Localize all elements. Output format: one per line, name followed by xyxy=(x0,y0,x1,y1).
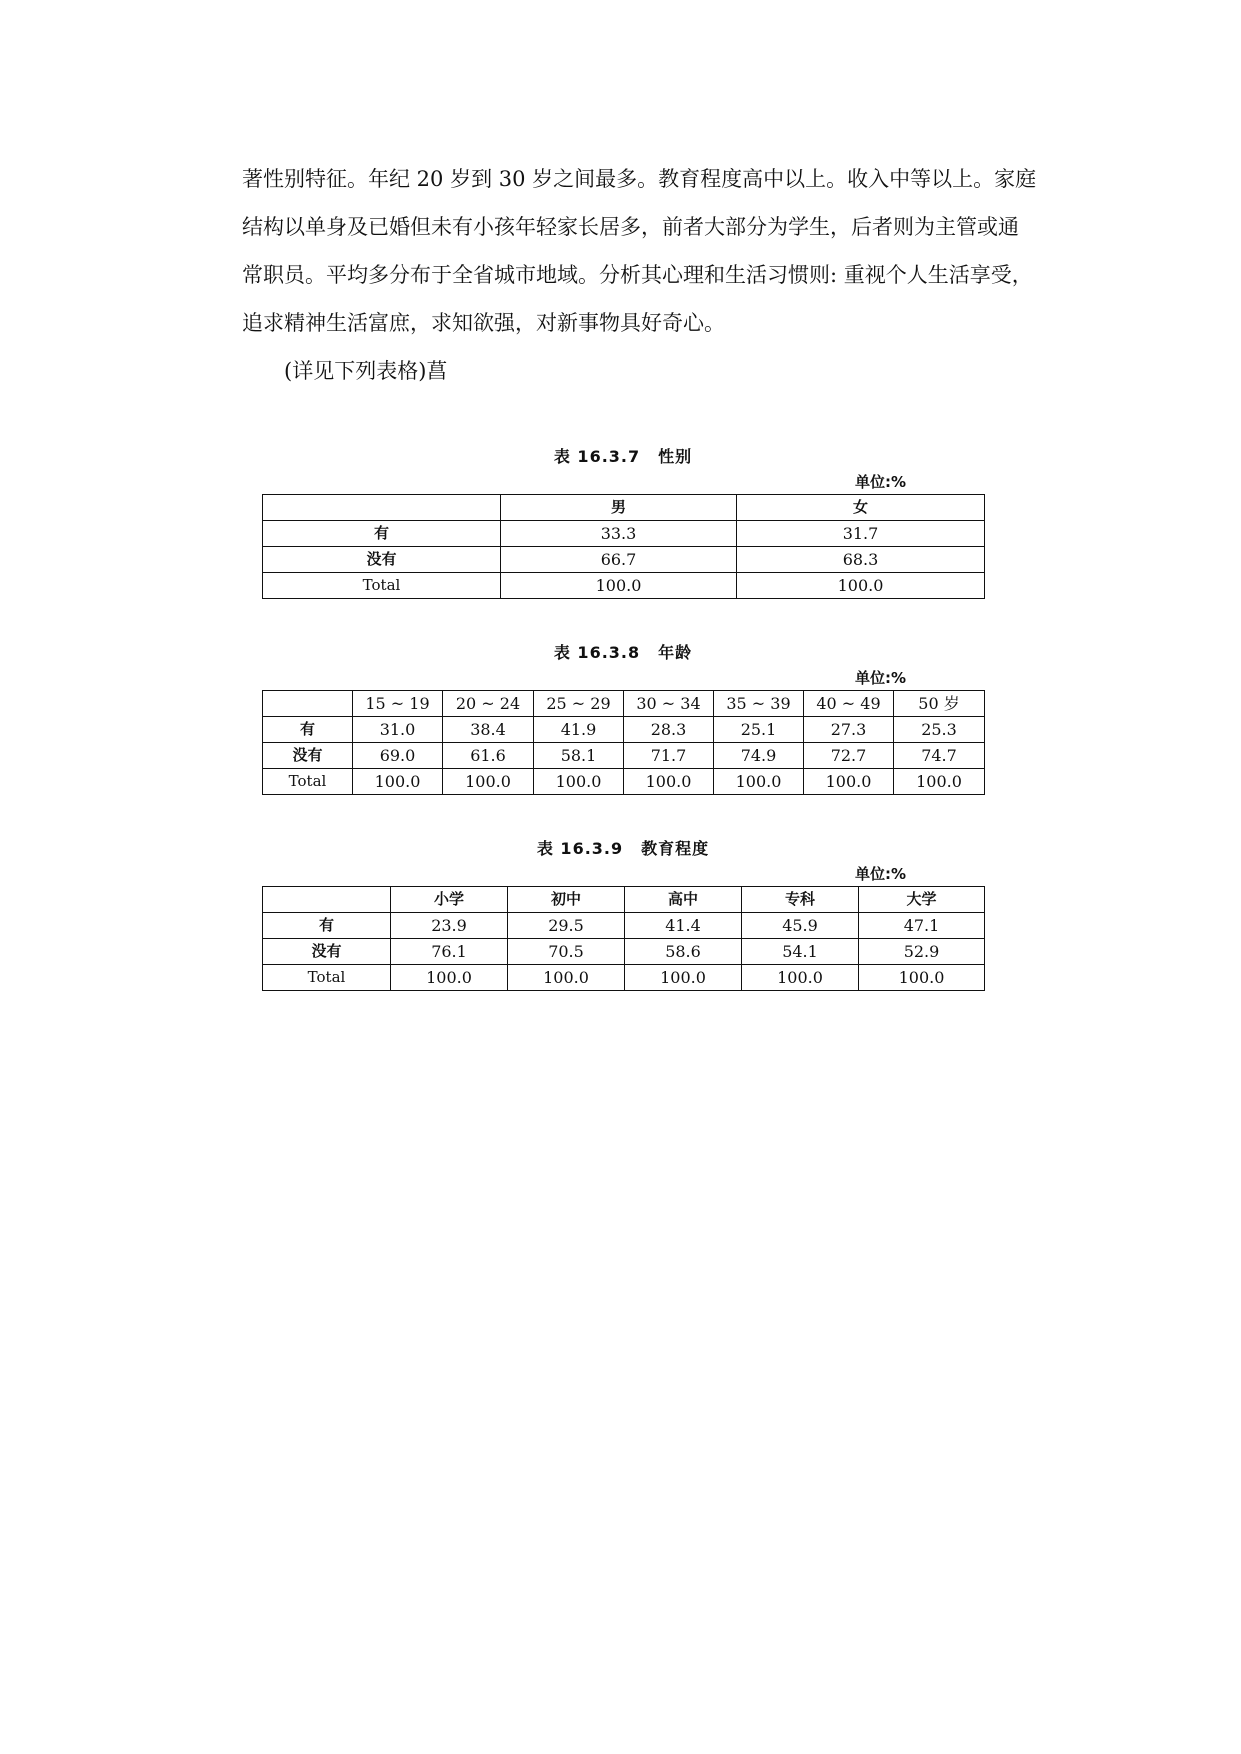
table-header-row xyxy=(263,495,985,521)
row-label: 没有 xyxy=(263,939,391,965)
table-number: 表 16.3.9 xyxy=(536,839,624,858)
table-row xyxy=(263,743,985,769)
table-title xyxy=(262,836,984,862)
table-number: 表 16.3.7 xyxy=(553,447,641,466)
table-cell: 27.3 xyxy=(804,717,894,743)
table-cell: 76.1 xyxy=(391,939,508,965)
table-cell: 100.0 xyxy=(625,965,742,991)
column-header: 男 xyxy=(501,495,737,521)
table-cell: 58.6 xyxy=(625,939,742,965)
row-label: 有 xyxy=(263,521,501,547)
table-cell: 100.0 xyxy=(804,769,894,795)
row-label: 有 xyxy=(263,913,391,939)
table-cell: 100.0 xyxy=(353,769,443,795)
column-header: 女 xyxy=(737,495,985,521)
column-header: 大学 xyxy=(859,887,985,913)
table-cell: 72.7 xyxy=(804,743,894,769)
table-cell: 38.4 xyxy=(443,717,534,743)
table-cell: 61.6 xyxy=(443,743,534,769)
paragraph-line: 著性别特征。年纪 20 岁到 30 岁之间最多。教育程度高中以上。收入中等以上。家庭 xyxy=(242,167,1037,191)
column-header: 40 ~ 49 xyxy=(804,691,894,717)
table-name: 性别 xyxy=(658,447,693,466)
table-name: 年龄 xyxy=(658,643,693,662)
table-row xyxy=(263,521,985,547)
table-cell: 100.0 xyxy=(737,573,985,599)
table-cell: 45.9 xyxy=(742,913,859,939)
table-row xyxy=(263,939,985,965)
gender-table xyxy=(262,494,985,599)
table-row xyxy=(263,913,985,939)
table-cell: 31.7 xyxy=(737,521,985,547)
table-cell: 100.0 xyxy=(534,769,624,795)
table-cell: 71.7 xyxy=(624,743,714,769)
table-cell: 100.0 xyxy=(859,965,985,991)
table-row xyxy=(263,573,985,599)
table-row xyxy=(263,965,985,991)
corner-cell xyxy=(263,691,353,717)
table-cell: 70.5 xyxy=(508,939,625,965)
table-cell: 23.9 xyxy=(391,913,508,939)
column-header: 30 ~ 34 xyxy=(624,691,714,717)
table-row xyxy=(263,769,985,795)
table-unit: 单位:% xyxy=(854,669,906,687)
age-table xyxy=(262,690,985,795)
table-cell: 41.4 xyxy=(625,913,742,939)
table-cell: 100.0 xyxy=(443,769,534,795)
column-header: 25 ~ 29 xyxy=(534,691,624,717)
row-label: 有 xyxy=(263,717,353,743)
row-label: 没有 xyxy=(263,743,353,769)
column-header: 20 ~ 24 xyxy=(443,691,534,717)
table-cell: 100.0 xyxy=(501,573,737,599)
table-block-age xyxy=(262,640,984,795)
column-header: 50 岁 xyxy=(894,691,985,717)
table-title xyxy=(262,444,984,470)
row-label: Total xyxy=(263,965,391,991)
table-block-education xyxy=(262,836,984,991)
table-header-row xyxy=(263,691,985,717)
table-name: 教育程度 xyxy=(641,839,710,858)
table-unit: 单位:% xyxy=(854,473,906,491)
column-header: 小学 xyxy=(391,887,508,913)
table-cell: 58.1 xyxy=(534,743,624,769)
table-cell: 54.1 xyxy=(742,939,859,965)
table-cell: 25.1 xyxy=(714,717,804,743)
table-cell: 68.3 xyxy=(737,547,985,573)
table-cell: 74.7 xyxy=(894,743,985,769)
table-cell: 29.5 xyxy=(508,913,625,939)
row-label: Total xyxy=(263,573,501,599)
table-cell: 66.7 xyxy=(501,547,737,573)
table-cell: 41.9 xyxy=(534,717,624,743)
paragraph-line: 追求精神生活富庶，求知欲强，对新事物具好奇心。 xyxy=(242,311,725,335)
corner-cell xyxy=(263,887,391,913)
column-header: 15 ~ 19 xyxy=(353,691,443,717)
table-cell: 100.0 xyxy=(742,965,859,991)
column-header: 35 ~ 39 xyxy=(714,691,804,717)
column-header: 初中 xyxy=(508,887,625,913)
row-label: 没有 xyxy=(263,547,501,573)
paragraph-line: 结构以单身及已婚但未有小孩年轻家长居多，前者大部分为学生，后者则为主管或通 xyxy=(242,215,1019,239)
table-cell: 52.9 xyxy=(859,939,985,965)
table-cell: 33.3 xyxy=(501,521,737,547)
corner-cell xyxy=(263,495,501,521)
table-header-row xyxy=(263,887,985,913)
table-reference-note: (详见下列表格)菖 xyxy=(284,359,448,383)
table-cell: 25.3 xyxy=(894,717,985,743)
table-number: 表 16.3.8 xyxy=(553,643,641,662)
table-unit: 单位:% xyxy=(854,865,906,883)
table-title xyxy=(262,640,984,666)
body-text xyxy=(242,155,1042,395)
row-label: Total xyxy=(263,769,353,795)
table-row xyxy=(263,717,985,743)
table-cell: 100.0 xyxy=(714,769,804,795)
table-cell: 100.0 xyxy=(624,769,714,795)
table-cell: 74.9 xyxy=(714,743,804,769)
table-block-gender xyxy=(262,444,984,599)
column-header: 专科 xyxy=(742,887,859,913)
table-cell: 100.0 xyxy=(391,965,508,991)
paragraph-line: 常职员。平均多分布于全省城市地域。分析其心理和生活习惯则: 重视个人生活享受， xyxy=(242,263,1033,287)
table-cell: 47.1 xyxy=(859,913,985,939)
table-cell: 28.3 xyxy=(624,717,714,743)
table-row xyxy=(263,547,985,573)
table-cell: 69.0 xyxy=(353,743,443,769)
table-cell: 31.0 xyxy=(353,717,443,743)
column-header: 高中 xyxy=(625,887,742,913)
education-table xyxy=(262,886,985,991)
table-cell: 100.0 xyxy=(894,769,985,795)
table-cell: 100.0 xyxy=(508,965,625,991)
